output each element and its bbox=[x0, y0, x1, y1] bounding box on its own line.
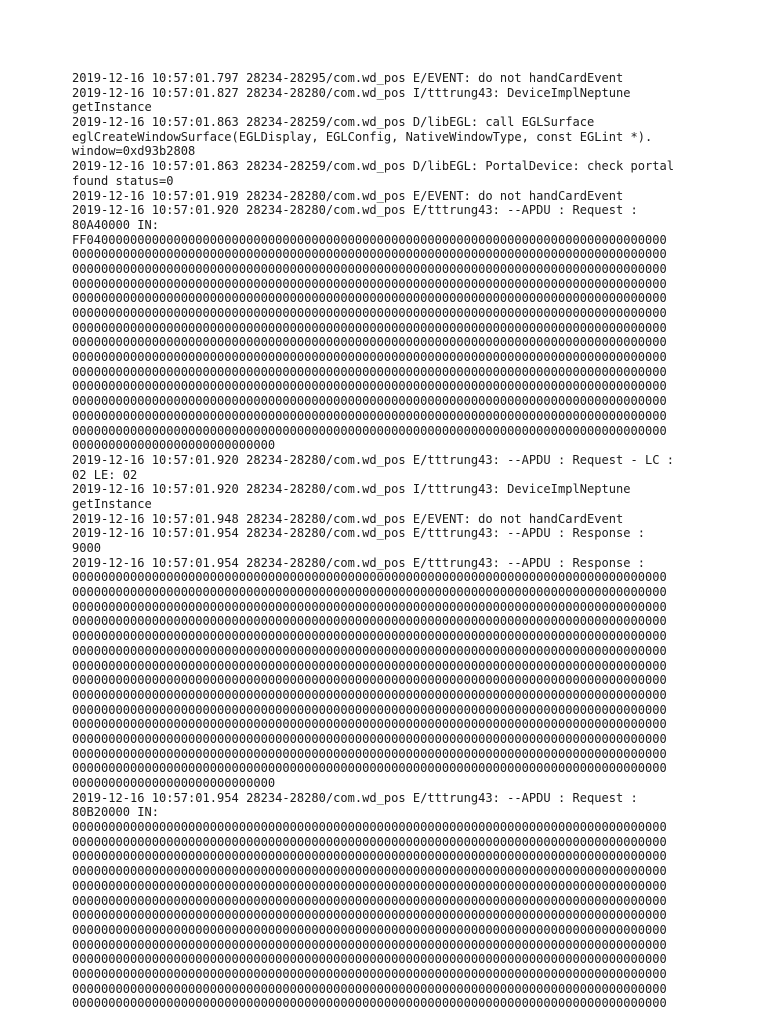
log-line: 0000000000000000000000000000000000000000000000000000000000000000000000000000000000 bbox=[72, 820, 667, 835]
log-line: getInstance bbox=[72, 100, 152, 115]
log-line: 0000000000000000000000000000000000000000000000000000000000000000000000000000000000 bbox=[72, 379, 667, 394]
log-line: 0000000000000000000000000000000000000000000000000000000000000000000000000000000000 bbox=[72, 306, 667, 320]
log-line: 0000000000000000000000000000 bbox=[72, 438, 276, 453]
log-line: 0000000000000000000000000000000000000000000000000000000000000000000000000000000000 bbox=[72, 937, 667, 952]
log-line: FF04000000000000000000000000000000000000000000000000000000000000000000000000000000 bbox=[72, 232, 667, 247]
log-line: 2019-12-16 10:57:01.954 28234-28280/com.wd_pos E/tttrung43: --APDU : Request : bbox=[72, 790, 638, 805]
log-line: 2019-12-16 10:57:01.920 28234-28280/com.wd_pos I/tttrung43: DeviceImplNeptune bbox=[72, 482, 631, 497]
log-line: 0000000000000000000000000000 bbox=[72, 776, 276, 790]
log-line: 0000000000000000000000000000000000000000000000000000000000000000000000000000000000 bbox=[72, 908, 667, 923]
log-line: 0000000000000000000000000000000000000000000000000000000000000000000000000000000000 bbox=[72, 261, 667, 276]
log-line: 0000000000000000000000000000000000000000000000000000000000000000000000000000000000 bbox=[72, 849, 667, 864]
log-line: 80A40000 IN: bbox=[72, 217, 160, 232]
log-line: 0000000000000000000000000000000000000000000000000000000000000000000000000000000000 bbox=[72, 834, 667, 849]
log-line: 0000000000000000000000000000000000000000000000000000000000000000000000000000000000 bbox=[72, 746, 667, 761]
log-line: 2019-12-16 10:57:01.863 28234-28259/com.wd_pos D/libEGL: call EGLSurface bbox=[72, 115, 595, 130]
log-line: 02 LE: 02 bbox=[72, 467, 138, 482]
log-line: 0000000000000000000000000000000000000000000000000000000000000000000000000000000000 bbox=[72, 585, 667, 600]
log-text-block bbox=[72, 71, 698, 1011]
log-line: getInstance bbox=[72, 496, 152, 511]
log-line: 0000000000000000000000000000000000000000000000000000000000000000000000000000000000 bbox=[72, 614, 667, 629]
log-line: 0000000000000000000000000000000000000000000000000000000000000000000000000000000000 bbox=[72, 673, 667, 688]
log-line: eglCreateWindowSurface(EGLDisplay, EGLConfig, NativeWindowType, const EGLint *). bbox=[72, 129, 653, 144]
log-line: 2019-12-16 10:57:01.920 28234-28280/com.wd_pos E/tttrung43: --APDU : Request : bbox=[72, 203, 638, 218]
log-line: 80B20000 IN: bbox=[72, 805, 160, 820]
log-line: 0000000000000000000000000000000000000000000000000000000000000000000000000000000000 bbox=[72, 996, 667, 1011]
log-line: 2019-12-16 10:57:01.954 28234-28280/com.wd_pos E/tttrung43: --APDU : Response : bbox=[72, 555, 645, 570]
log-line: 0000000000000000000000000000000000000000000000000000000000000000000000000000000000 bbox=[72, 570, 667, 585]
log-line: 0000000000000000000000000000000000000000000000000000000000000000000000000000000000 bbox=[72, 247, 667, 262]
log-line: 0000000000000000000000000000000000000000000000000000000000000000000000000000000000 bbox=[72, 702, 667, 717]
log-line: 0000000000000000000000000000000000000000000000000000000000000000000000000000000000 bbox=[72, 717, 667, 732]
log-line: 0000000000000000000000000000000000000000000000000000000000000000000000000000000000 bbox=[72, 423, 667, 438]
log-line: 0000000000000000000000000000000000000000000000000000000000000000000000000000000000 bbox=[72, 629, 667, 644]
log-line: found status=0 bbox=[72, 173, 174, 188]
log-line: 2019-12-16 10:57:01.827 28234-28280/com.wd_pos I/tttrung43: DeviceImplNeptune bbox=[72, 85, 631, 100]
log-line: 0000000000000000000000000000000000000000000000000000000000000000000000000000000000 bbox=[72, 864, 667, 879]
log-line: 0000000000000000000000000000000000000000000000000000000000000000000000000000000000 bbox=[72, 643, 667, 658]
log-line: 0000000000000000000000000000000000000000000000000000000000000000000000000000000000 bbox=[72, 320, 667, 335]
log-line: 0000000000000000000000000000000000000000000000000000000000000000000000000000000000 bbox=[72, 966, 667, 981]
log-line: 0000000000000000000000000000000000000000000000000000000000000000000000000000000000 bbox=[72, 408, 667, 423]
log-line: 0000000000000000000000000000000000000000000000000000000000000000000000000000000000 bbox=[72, 952, 667, 967]
log-line: 2019-12-16 10:57:01.919 28234-28280/com.wd_pos E/EVENT: do not handCardEvent bbox=[72, 188, 624, 203]
log-line: 9000 bbox=[72, 541, 102, 555]
log-line: 0000000000000000000000000000000000000000000000000000000000000000000000000000000000 bbox=[72, 658, 667, 673]
log-line: 2019-12-16 10:57:01.954 28234-28280/com.wd_pos E/tttrung43: --APDU : Response : bbox=[72, 526, 645, 541]
log-line: 0000000000000000000000000000000000000000000000000000000000000000000000000000000000 bbox=[72, 878, 667, 893]
log-line: 0000000000000000000000000000000000000000000000000000000000000000000000000000000000 bbox=[72, 335, 667, 350]
log-line: 0000000000000000000000000000000000000000000000000000000000000000000000000000000000 bbox=[72, 922, 667, 937]
log-line: 0000000000000000000000000000000000000000000000000000000000000000000000000000000000 bbox=[72, 350, 667, 365]
log-line: 2019-12-16 10:57:01.863 28234-28259/com.wd_pos D/libEGL: PortalDevice: check portal bbox=[72, 159, 674, 174]
log-line: 0000000000000000000000000000000000000000000000000000000000000000000000000000000000 bbox=[72, 687, 667, 702]
log-line: window=0xd93b2808 bbox=[72, 144, 196, 159]
log-line: 2019-12-16 10:57:01.797 28234-28295/com.wd_pos E/EVENT: do not handCardEvent bbox=[72, 71, 624, 85]
log-line: 0000000000000000000000000000000000000000000000000000000000000000000000000000000000 bbox=[72, 893, 667, 908]
log-line: 0000000000000000000000000000000000000000000000000000000000000000000000000000000000 bbox=[72, 276, 667, 291]
log-line: 0000000000000000000000000000000000000000000000000000000000000000000000000000000000 bbox=[72, 364, 667, 379]
log-line: 2019-12-16 10:57:01.948 28234-28280/com.wd_pos E/EVENT: do not handCardEvent bbox=[72, 511, 624, 526]
log-line: 0000000000000000000000000000000000000000000000000000000000000000000000000000000000 bbox=[72, 731, 667, 746]
log-line: 0000000000000000000000000000000000000000000000000000000000000000000000000000000000 bbox=[72, 761, 667, 776]
log-line: 0000000000000000000000000000000000000000000000000000000000000000000000000000000000 bbox=[72, 981, 667, 996]
log-line: 0000000000000000000000000000000000000000000000000000000000000000000000000000000000 bbox=[72, 599, 667, 614]
log-line: 0000000000000000000000000000000000000000000000000000000000000000000000000000000000 bbox=[72, 291, 667, 306]
log-line: 0000000000000000000000000000000000000000000000000000000000000000000000000000000000 bbox=[72, 394, 667, 409]
log-line: 2019-12-16 10:57:01.920 28234-28280/com.wd_pos E/tttrung43: --APDU : Request - LC : bbox=[72, 452, 674, 467]
